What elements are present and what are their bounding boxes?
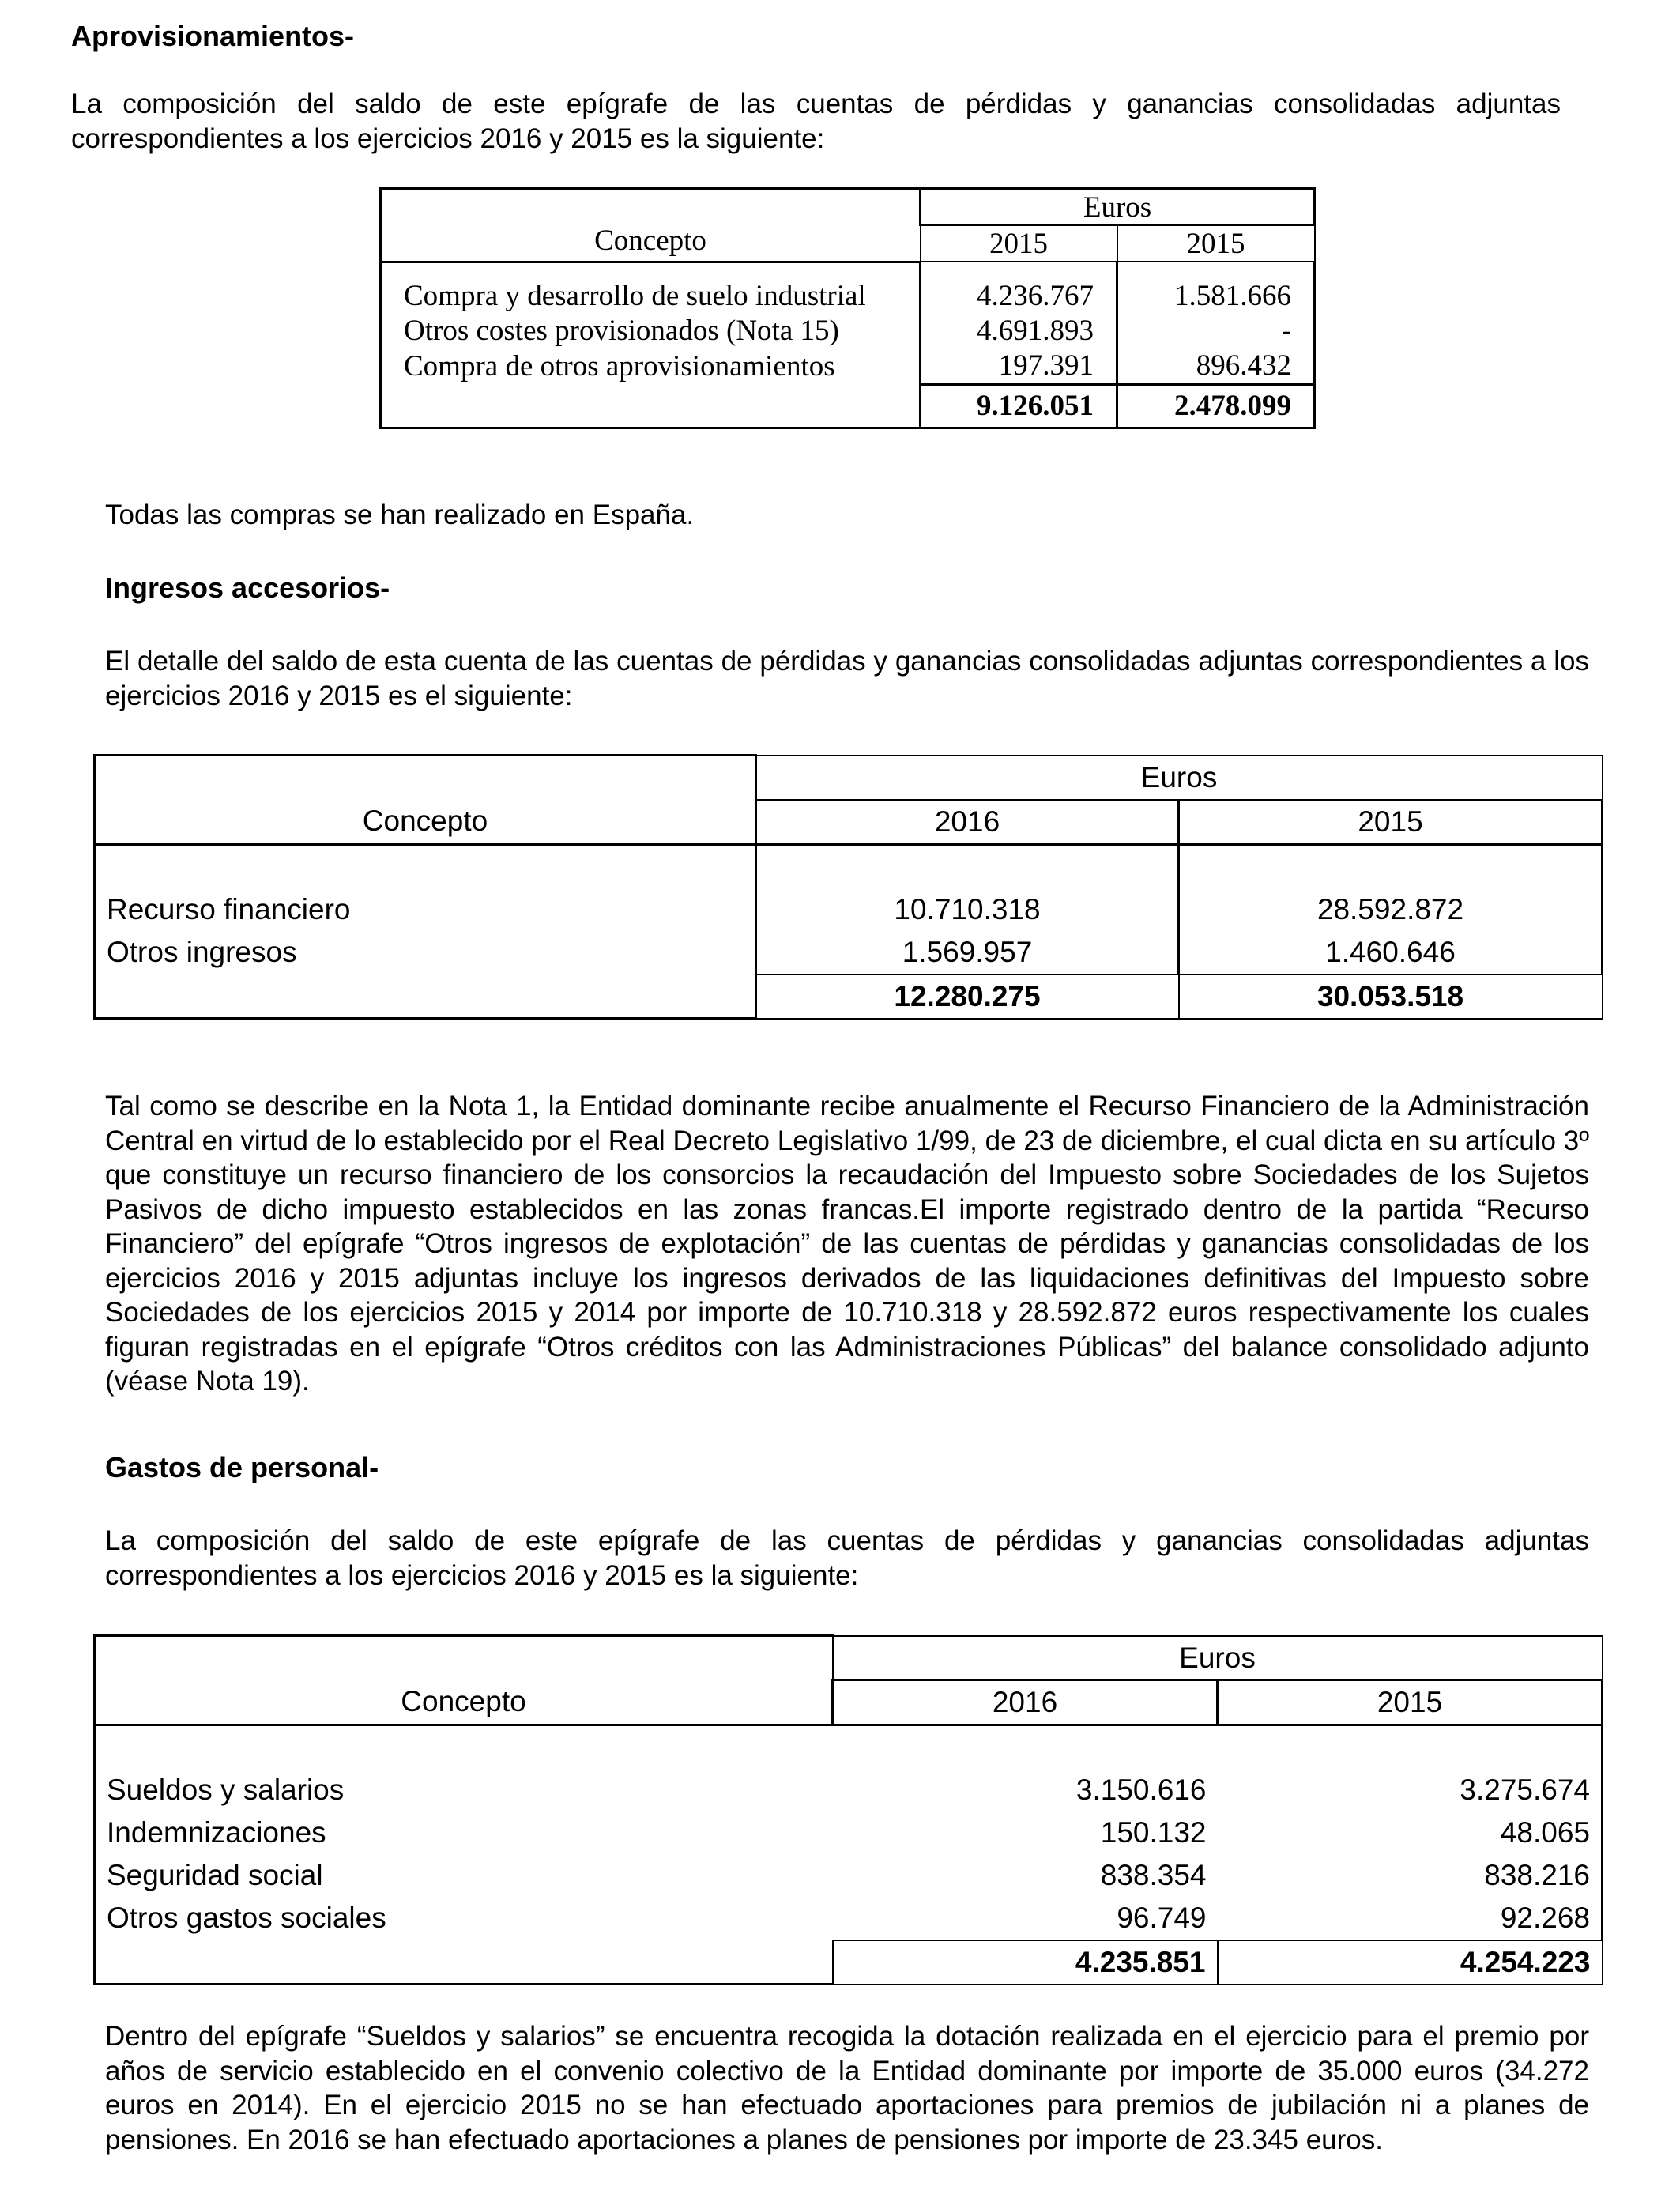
- row-concept: Indemnizaciones: [95, 1811, 833, 1854]
- row-value: 28.592.872: [1179, 888, 1603, 931]
- row-value: 48.065: [1218, 1811, 1603, 1854]
- year-header: 2016: [756, 800, 1179, 845]
- total-value: 4.235.851: [833, 1940, 1218, 1985]
- table-row: [95, 1811, 1603, 1854]
- section-intro-gastos-personal: La composición del saldo de este epígrafe de las cuentas de pérdidas y ganancias consolidadas adjuntas correspondientes a los ejercicios 2016 y 2015 es la siguiente:: [105, 1525, 1589, 1591]
- row-value: 197.391: [921, 349, 1117, 385]
- table-row: [95, 931, 1603, 974]
- row-value: 4.691.893: [921, 314, 1117, 349]
- row-value: 3.150.616: [1075, 1773, 1207, 1806]
- row-value: 1.460.646: [1179, 931, 1603, 974]
- paragraph-sueldos: Dentro del epígrafe “Sueldos y salarios” se encuentra recogida la dotación realizada en el ejercicio para el premio por años de servicio establecido en el convenio colectivo de la Entidad dominante por importe de 35.000 euros (34.272 euros en 2014). En el ejercicio 2015 no se han efectuado aportaciones para premios de jubilación ni a planes de pensiones. En 2016 se han efectuado aportaciones a planes de pensiones por importe de 23.345 euros.: [105, 2021, 1589, 2155]
- row-value: 96.749: [1117, 1901, 1207, 1934]
- year-header: 2015: [1117, 225, 1315, 262]
- euros-header: Euros: [921, 189, 1315, 226]
- row-value: 3.275.674: [1218, 1769, 1603, 1811]
- note-compras: Todas las compras se han realizado en España.: [105, 499, 695, 530]
- row-value: 838.216: [1218, 1854, 1603, 1897]
- total-row: [95, 974, 1603, 1019]
- total-value: 2.478.099: [1117, 384, 1315, 428]
- section-heading-aprovisionamientos: Aprovisionamientos-: [71, 20, 355, 52]
- concept-header: Concepto: [381, 189, 921, 262]
- row-concept: Otros costes provisionados (Nota 15): [381, 314, 921, 349]
- section-intro-aprovisionamientos: La composición del saldo de este epígrafe de las cuentas de pérdidas y ganancias consolidadas adjuntas correspondientes a los ejercicios 2016 y 2015 es la siguiente:: [71, 89, 1561, 154]
- total-row: [381, 384, 1315, 428]
- table-row: [381, 314, 1315, 349]
- year-header: 2016: [833, 1680, 1218, 1725]
- row-value: 92.268: [1218, 1897, 1603, 1940]
- row-concept: Otros ingresos: [95, 931, 756, 974]
- euros-header: Euros: [833, 1636, 1603, 1680]
- total-value: 30.053.518: [1179, 974, 1603, 1019]
- row-concept: Compra y desarrollo de suelo industrial: [381, 279, 921, 314]
- euros-header: Euros: [756, 756, 1603, 800]
- row-value: 838.354: [1100, 1858, 1207, 1891]
- row-value: 1.569.957: [756, 931, 1179, 974]
- section-heading-gastos-personal: Gastos de personal-: [105, 1451, 379, 1483]
- table-row: [95, 1854, 1603, 1897]
- total-row: [95, 1940, 1603, 1985]
- row-value: 896.432: [1117, 349, 1315, 385]
- row-concept: Seguridad social: [95, 1854, 833, 1897]
- year-header: 2015: [1179, 800, 1603, 845]
- section-intro-ingresos: El detalle del saldo de esta cuenta de las cuentas de pérdidas y ganancias consolidadas adjuntas correspondientes a los ejercicios 2016 y 2015 es el siguiente:: [105, 646, 1589, 711]
- total-value: 4.254.223: [1218, 1940, 1603, 1985]
- total-value: 12.280.275: [756, 974, 1179, 1019]
- row-value: 4.236.767: [921, 279, 1117, 314]
- table-row: [95, 888, 1603, 931]
- year-header: 2015: [1218, 1680, 1603, 1725]
- paragraph-recurso-financiero: Tal como se describe en la Nota 1, la Entidad dominante recibe anualmente el Recurso Financiero de la Administración Central en virtud de lo establecido por el Real Decreto Legislativo 1/99, de 23 de diciembre, el cual dicta en su artículo 3º que constituye un recurso financiero de los consorcios la recaudación del Impuesto sobre Sociedades de los Sujetos Pasivos de dicho impuesto establecidos en las zonas francas.El importe registrado dentro de la partida “Recurso Financiero” del epígrafe “Otros ingresos de explotación” de las cuentas de pérdidas y ganancias consolidadas de los ejercicios 2016 y 2015 adjuntas incluye los ingresos derivados de las liquidaciones definitivas del Impuesto sobre Sociedades de los ejercicios 2015 y 2014 por importe de 10.710.318 y 28.592.872 euros respectivamente los cuales figuran registradas en el epígrafe “Otros créditos con las Administraciones Públicas” del balance consolidado adjunto (véase Nota 19).: [105, 1091, 1589, 1397]
- row-value: 1.581.666: [1117, 279, 1315, 314]
- section-heading-ingresos: Ingresos accesorios-: [105, 571, 390, 604]
- row-value: -: [1117, 314, 1315, 349]
- table-row: [381, 279, 1315, 314]
- row-concept: Recurso financiero: [95, 888, 756, 931]
- row-concept: Sueldos y salarios: [95, 1769, 833, 1811]
- row-concept: Otros gastos sociales: [95, 1897, 833, 1940]
- table-aprovisionamientos: [379, 187, 1316, 429]
- table-gastos-personal: [93, 1634, 1603, 1985]
- table-ingresos-accesorios: [93, 754, 1603, 1020]
- year-header: 2015: [921, 225, 1117, 262]
- table-row: [95, 1897, 1603, 1940]
- concept-header: Concepto: [95, 1680, 833, 1725]
- row-concept: Compra de otros aprovisionamientos: [381, 349, 921, 385]
- concept-header: Concepto: [95, 800, 756, 845]
- table-row: [381, 349, 1315, 385]
- total-value: 9.126.051: [921, 384, 1117, 428]
- row-value: 10.710.318: [756, 888, 1179, 931]
- table-row: [95, 1769, 1603, 1811]
- row-value: 150.132: [1100, 1815, 1207, 1849]
